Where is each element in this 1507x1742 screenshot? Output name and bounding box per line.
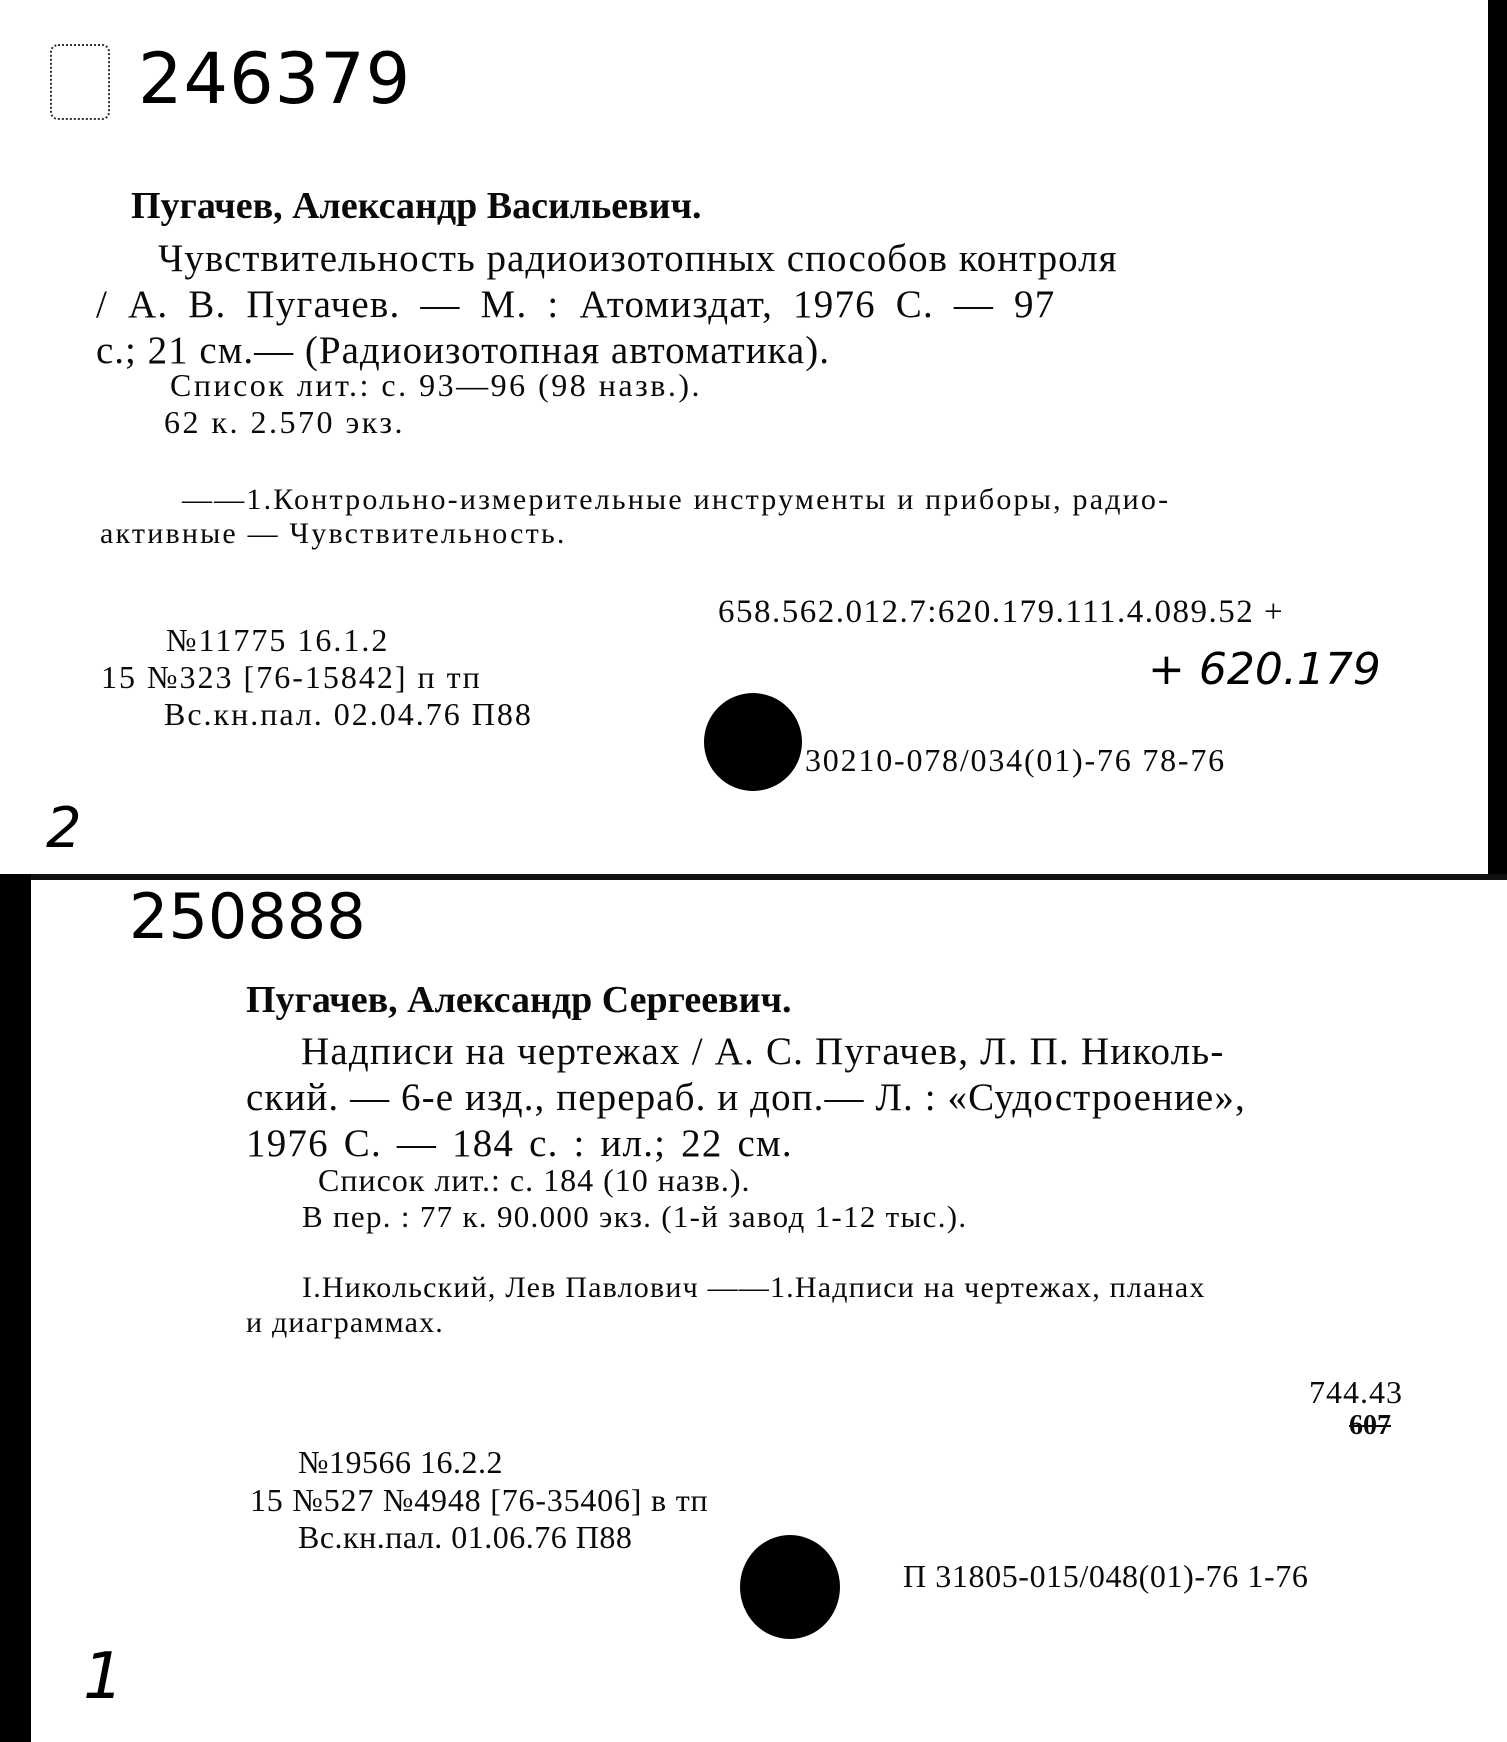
bibliography-note: Список лит.: с. 93—96 (98 назв.). bbox=[170, 367, 702, 403]
punch-hole bbox=[704, 693, 802, 791]
registry-line-1: №11775 16.1.2 bbox=[166, 622, 390, 658]
corner-mark: 1 bbox=[83, 1640, 124, 1714]
udc-code: 658.562.012.7:620.179.111.4.089.52 + bbox=[718, 594, 1285, 630]
author-heading: Пугачев, Александр Васильевич. bbox=[131, 185, 702, 227]
title-line-1: Чувствительность радиоизотопных способов контроля bbox=[158, 237, 1118, 280]
price-copies: В пер. : 77 к. 90.000 экз. (1-й завод 1-12 тыс.). bbox=[302, 1199, 968, 1234]
author-heading: Пугачев, Александр Сергеевич. bbox=[246, 979, 792, 1021]
title-line-3: с.; 21 см.— (Радиоизотопная автоматика). bbox=[96, 329, 830, 372]
registry-line-2: 15 №323 [76-15842] п тп bbox=[101, 659, 482, 695]
registry-line-1: №19566 16.2.2 bbox=[298, 1444, 504, 1480]
title-line-2: / А. В. Пугачев. — М. : Атомиздат, 1976 С. — 97 bbox=[96, 283, 1056, 326]
registry-line-2: 15 №527 №4948 [76-35406] в тп bbox=[250, 1482, 709, 1518]
registry-line-3: Вс.кн.пал. 02.04.76 П88 bbox=[164, 696, 533, 732]
inventory-number: 250888 bbox=[129, 880, 366, 953]
udc-code: 744.43 bbox=[1309, 1374, 1403, 1410]
library-stamp-icon bbox=[50, 44, 110, 120]
price-copies: 62 к. 2.570 экз. bbox=[164, 404, 406, 440]
subject-line-1: I.Никольский, Лев Павлович ——1.Надписи на чертежах, планах bbox=[302, 1271, 1206, 1304]
registry-line-3: Вс.кн.пал. 01.06.76 П88 bbox=[298, 1519, 633, 1555]
subject-line-1: ——1.Контрольно-измерительные инструменты и приборы, радио- bbox=[182, 483, 1171, 516]
title-line-3: 1976 С. — 184 с. : ил.; 22 см. bbox=[246, 1122, 793, 1165]
subject-line-2: активные — Чувствительность. bbox=[100, 517, 567, 550]
punch-hole bbox=[740, 1535, 840, 1639]
catalog-card-2 bbox=[31, 874, 1507, 1742]
catalog-code: 30210-078/034(01)-76 78-76 bbox=[805, 742, 1226, 778]
catalog-card-1 bbox=[0, 0, 1488, 874]
bibliography-note: Список лит.: с. 184 (10 назв.). bbox=[318, 1162, 751, 1198]
catalog-code: П 31805-015/048(01)-76 1-76 bbox=[903, 1558, 1309, 1594]
title-line-1: Надписи на чертежах / А. С. Пугачев, Л. П. Николь- bbox=[301, 1030, 1225, 1073]
inventory-number: 246379 bbox=[138, 38, 412, 120]
udc-handwritten: + 620.179 bbox=[1148, 644, 1381, 695]
udc-struck: 607 bbox=[1349, 1410, 1391, 1441]
corner-mark: 2 bbox=[46, 796, 82, 861]
subject-line-2: и диаграммах. bbox=[246, 1306, 444, 1339]
title-line-2: ский. — 6-е изд., перераб. и доп.— Л. : «Судостроение», bbox=[246, 1076, 1246, 1119]
